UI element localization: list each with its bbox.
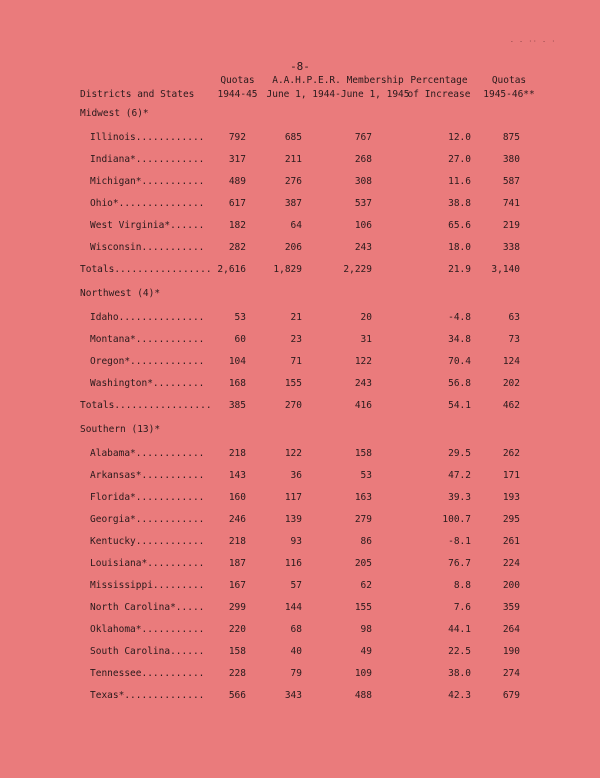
quota-1945-cell: 264 [502, 624, 520, 635]
header-quotas-1945-line1: Quotas [491, 75, 527, 86]
row-label: South Carolina...... [90, 646, 205, 657]
membership-1944-cell: 71 [290, 356, 302, 367]
row-label: Totals................. [80, 400, 212, 411]
table-row [0, 686, 600, 708]
totals-row [0, 396, 600, 420]
row-label: North Carolina*..... [90, 602, 205, 613]
table-row [0, 642, 600, 664]
membership-1944-cell: 36 [290, 470, 302, 481]
table-row [0, 330, 600, 352]
quota-1944-cell: 299 [228, 602, 246, 613]
quota-1944-cell: 104 [228, 356, 246, 367]
percentage-cell: 22.5 [448, 646, 471, 657]
membership-1945-cell: 53 [360, 470, 372, 481]
table-row [0, 128, 600, 150]
membership-1945-cell: 308 [354, 176, 372, 187]
membership-1945-cell: 279 [354, 514, 372, 525]
header-quotas-1945-line2: 1945-46** [483, 89, 535, 100]
header-percentage-line1: Percentage [410, 75, 468, 86]
percentage-cell: 18.0 [448, 242, 471, 253]
quota-1945-cell: 200 [502, 580, 520, 591]
percentage-cell: 27.0 [448, 154, 471, 165]
percentage-cell: -4.8 [448, 312, 471, 323]
membership-1944-cell: 343 [284, 690, 302, 701]
quota-1945-cell: 875 [502, 132, 520, 143]
membership-1944-cell: 79 [290, 668, 302, 679]
quota-1945-cell: 190 [502, 646, 520, 657]
membership-1945-cell: 205 [354, 558, 372, 569]
percentage-cell: 70.4 [448, 356, 471, 367]
quota-1944-cell: 246 [228, 514, 246, 525]
row-label: Louisiana*.......... [90, 558, 205, 569]
quota-1944-cell: 2,616 [217, 264, 246, 275]
quota-1945-cell: 679 [502, 690, 520, 701]
row-label: Florida*............ [90, 492, 205, 503]
row-label: Arkansas*........... [90, 470, 205, 481]
membership-1944-cell: 387 [284, 198, 302, 209]
membership-1945-cell: 163 [354, 492, 372, 503]
header-membership-line2: June 1, 1944-June 1, 1945 [266, 89, 410, 100]
quota-1944-cell: 228 [228, 668, 246, 679]
quota-1945-cell: 274 [502, 668, 520, 679]
quota-1944-cell: 143 [228, 470, 246, 481]
quota-1945-cell: 741 [502, 198, 520, 209]
membership-1944-cell: 1,829 [273, 264, 302, 275]
percentage-cell: 44.1 [448, 624, 471, 635]
header-percentage [400, 74, 478, 102]
membership-1945-cell: 537 [354, 198, 372, 209]
row-label: Idaho............... [90, 312, 205, 323]
quota-1944-cell: 160 [228, 492, 246, 503]
percentage-cell: 7.6 [453, 602, 471, 613]
membership-1944-cell: 57 [290, 580, 302, 591]
table-row [0, 374, 600, 396]
row-label: Oklahoma*........... [90, 624, 205, 635]
quota-1945-cell: 73 [508, 334, 520, 345]
membership-1944-cell: 23 [290, 334, 302, 345]
percentage-cell: 21.9 [448, 264, 471, 275]
row-label: Montana*............ [90, 334, 205, 345]
percentage-cell: 11.6 [448, 176, 471, 187]
header-membership-line1: A.A.H.P.E.R. Membership [272, 75, 404, 86]
quota-1944-cell: 385 [228, 400, 246, 411]
row-label: Wisconsin........... [90, 242, 205, 253]
quota-1945-cell: 63 [508, 312, 520, 323]
membership-1944-cell: 211 [284, 154, 302, 165]
quota-1944-cell: 167 [228, 580, 246, 591]
header-quotas-1945 [478, 74, 540, 102]
table-row [0, 150, 600, 172]
table-row [0, 308, 600, 330]
membership-1945-cell: 98 [360, 624, 372, 635]
percentage-cell: 47.2 [448, 470, 471, 481]
table-row [0, 444, 600, 466]
percentage-cell: 54.1 [448, 400, 471, 411]
quota-1944-cell: 53 [234, 312, 246, 323]
quota-1944-cell: 60 [234, 334, 246, 345]
quota-1944-cell: 566 [228, 690, 246, 701]
quota-1945-cell: 3,140 [491, 264, 520, 275]
membership-1945-cell: 416 [354, 400, 372, 411]
quota-1945-cell: 261 [502, 536, 520, 547]
percentage-cell: 12.0 [448, 132, 471, 143]
membership-1945-cell: 49 [360, 646, 372, 657]
percentage-cell: 42.3 [448, 690, 471, 701]
percentage-cell: 56.8 [448, 378, 471, 389]
region-heading-row [0, 284, 600, 308]
percentage-cell: -8.1 [448, 536, 471, 547]
corner-mark: - - ·· - · [510, 38, 557, 45]
row-label: Texas*.............. [90, 690, 205, 701]
membership-1944-cell: 122 [284, 448, 302, 459]
table-row [0, 576, 600, 598]
region-label: Southern (13)* [80, 424, 161, 435]
region-label: Midwest (6)* [80, 108, 149, 119]
membership-1945-cell: 155 [354, 602, 372, 613]
quota-1944-cell: 218 [228, 448, 246, 459]
table-row [0, 598, 600, 620]
membership-1944-cell: 21 [290, 312, 302, 323]
quota-1944-cell: 617 [228, 198, 246, 209]
header-quotas-1944-line2: 1944-45 [217, 89, 258, 100]
region-heading-row [0, 420, 600, 444]
membership-1945-cell: 488 [354, 690, 372, 701]
table-row [0, 488, 600, 510]
membership-1944-cell: 117 [284, 492, 302, 503]
quota-1945-cell: 359 [502, 602, 520, 613]
table-row [0, 216, 600, 238]
quota-1944-cell: 792 [228, 132, 246, 143]
membership-1945-cell: 106 [354, 220, 372, 231]
table-row [0, 238, 600, 260]
table-row [0, 172, 600, 194]
quota-1945-cell: 171 [502, 470, 520, 481]
quota-1945-cell: 124 [502, 356, 520, 367]
header-districts-states: Districts and States [80, 89, 195, 100]
quota-1945-cell: 193 [502, 492, 520, 503]
page-number: -8- [290, 60, 310, 73]
row-label: Totals................. [80, 264, 212, 275]
membership-1944-cell: 64 [290, 220, 302, 231]
row-label: Oregon*............. [90, 356, 205, 367]
membership-1944-cell: 40 [290, 646, 302, 657]
header-membership [263, 74, 413, 102]
quota-1944-cell: 158 [228, 646, 246, 657]
membership-1944-cell: 206 [284, 242, 302, 253]
table-row [0, 664, 600, 686]
table-row [0, 554, 600, 576]
membership-1945-cell: 109 [354, 668, 372, 679]
region-label: Northwest (4)* [80, 288, 161, 299]
table-row [0, 510, 600, 532]
membership-1945-cell: 31 [360, 334, 372, 345]
quota-1945-cell: 224 [502, 558, 520, 569]
membership-1945-cell: 268 [354, 154, 372, 165]
membership-1944-cell: 139 [284, 514, 302, 525]
quota-1945-cell: 380 [502, 154, 520, 165]
percentage-cell: 34.8 [448, 334, 471, 345]
table-row [0, 352, 600, 374]
membership-1944-cell: 116 [284, 558, 302, 569]
membership-1944-cell: 276 [284, 176, 302, 187]
membership-1944-cell: 270 [284, 400, 302, 411]
row-label: Indiana*............ [90, 154, 205, 165]
row-label: Illinois............ [90, 132, 205, 143]
quota-1945-cell: 202 [502, 378, 520, 389]
quota-1944-cell: 282 [228, 242, 246, 253]
quota-1944-cell: 182 [228, 220, 246, 231]
table-row [0, 532, 600, 554]
header-percentage-line2: of Increase [407, 89, 471, 100]
percentage-cell: 29.5 [448, 448, 471, 459]
quota-1944-cell: 220 [228, 624, 246, 635]
row-label: Alabama*............ [90, 448, 205, 459]
quota-1945-cell: 338 [502, 242, 520, 253]
percentage-cell: 65.6 [448, 220, 471, 231]
quota-1944-cell: 218 [228, 536, 246, 547]
quota-1944-cell: 317 [228, 154, 246, 165]
membership-1945-cell: 243 [354, 242, 372, 253]
percentage-cell: 38.8 [448, 198, 471, 209]
percentage-cell: 76.7 [448, 558, 471, 569]
row-label: Michigan*........... [90, 176, 205, 187]
row-label: Washington*......... [90, 378, 205, 389]
percentage-cell: 8.8 [453, 580, 471, 591]
table-row [0, 466, 600, 488]
membership-1945-cell: 767 [354, 132, 372, 143]
region-heading-row [0, 104, 600, 128]
quota-1944-cell: 168 [228, 378, 246, 389]
totals-row [0, 260, 600, 284]
membership-1944-cell: 144 [284, 602, 302, 613]
percentage-cell: 38.0 [448, 668, 471, 679]
membership-1944-cell: 685 [284, 132, 302, 143]
row-label: Kentucky............ [90, 536, 205, 547]
membership-1944-cell: 155 [284, 378, 302, 389]
quota-1944-cell: 187 [228, 558, 246, 569]
membership-1945-cell: 20 [360, 312, 372, 323]
data-table [0, 104, 600, 708]
membership-1944-cell: 68 [290, 624, 302, 635]
row-label: Tennessee........... [90, 668, 205, 679]
row-label: West Virginia*...... [90, 220, 205, 231]
percentage-cell: 100.7 [442, 514, 471, 525]
membership-1945-cell: 158 [354, 448, 372, 459]
table-row [0, 620, 600, 642]
membership-1945-cell: 86 [360, 536, 372, 547]
quota-1945-cell: 219 [502, 220, 520, 231]
quota-1945-cell: 295 [502, 514, 520, 525]
quota-1945-cell: 587 [502, 176, 520, 187]
header-quotas-1944 [215, 74, 260, 102]
membership-1945-cell: 122 [354, 356, 372, 367]
row-label: Mississippi......... [90, 580, 205, 591]
membership-1944-cell: 93 [290, 536, 302, 547]
membership-1945-cell: 62 [360, 580, 372, 591]
quota-1944-cell: 489 [228, 176, 246, 187]
membership-1945-cell: 2,229 [343, 264, 372, 275]
row-label: Georgia*............ [90, 514, 205, 525]
percentage-cell: 39.3 [448, 492, 471, 503]
quota-1945-cell: 262 [502, 448, 520, 459]
table-row [0, 194, 600, 216]
header-quotas-1944-line1: Quotas [220, 75, 255, 86]
quota-1945-cell: 462 [502, 400, 520, 411]
membership-1945-cell: 243 [354, 378, 372, 389]
row-label: Ohio*............... [90, 198, 205, 209]
